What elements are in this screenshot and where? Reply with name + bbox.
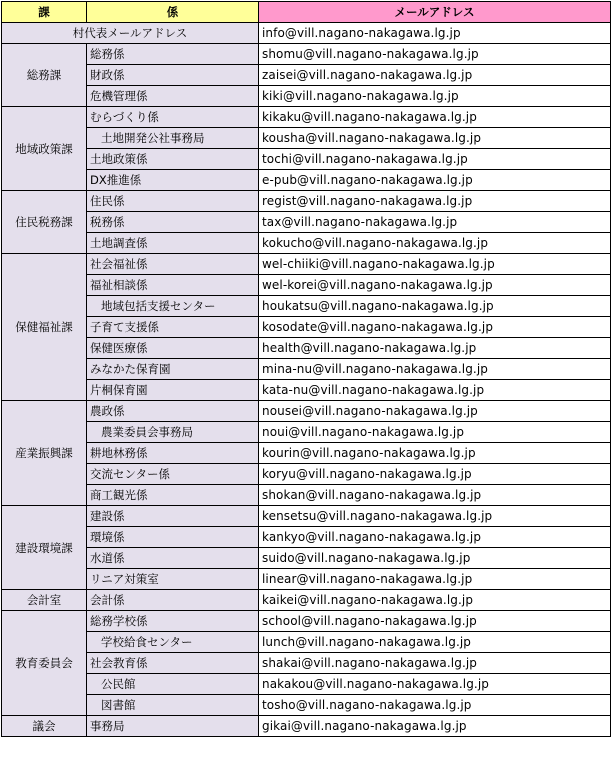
email-cell[interactable]: kikaku@vill.nagano-nakagawa.lg.jp bbox=[259, 107, 611, 128]
email-cell[interactable]: kata-nu@vill.nagano-nakagawa.lg.jp bbox=[259, 380, 611, 401]
village-row bbox=[2, 23, 611, 44]
section-cell: 事務局 bbox=[87, 716, 259, 737]
table-row bbox=[2, 107, 611, 128]
section-cell: 保健医療係 bbox=[87, 338, 259, 359]
email-cell[interactable]: tochi@vill.nagano-nakagawa.lg.jp bbox=[259, 149, 611, 170]
email-cell[interactable]: gikai@vill.nagano-nakagawa.lg.jp bbox=[259, 716, 611, 737]
table-row bbox=[2, 527, 611, 548]
table-row bbox=[2, 380, 611, 401]
header-ka: 課 bbox=[2, 2, 87, 23]
table-row bbox=[2, 674, 611, 695]
email-cell[interactable]: health@vill.nagano-nakagawa.lg.jp bbox=[259, 338, 611, 359]
department-cell: 議会 bbox=[2, 716, 87, 737]
section-cell: 水道係 bbox=[87, 548, 259, 569]
table-row bbox=[2, 611, 611, 632]
section-cell: 土地調査係 bbox=[87, 233, 259, 254]
email-cell[interactable]: houkatsu@vill.nagano-nakagawa.lg.jp bbox=[259, 296, 611, 317]
email-cell[interactable]: koryu@vill.nagano-nakagawa.lg.jp bbox=[259, 464, 611, 485]
email-cell[interactable]: nakakou@vill.nagano-nakagawa.lg.jp bbox=[259, 674, 611, 695]
section-cell: 建設係 bbox=[87, 506, 259, 527]
table-row bbox=[2, 401, 611, 422]
section-cell: 危機管理係 bbox=[87, 86, 259, 107]
header-row bbox=[2, 2, 611, 23]
section-cell: 土地政策係 bbox=[87, 149, 259, 170]
table-row bbox=[2, 86, 611, 107]
email-cell[interactable]: lunch@vill.nagano-nakagawa.lg.jp bbox=[259, 632, 611, 653]
email-cell[interactable]: kousha@vill.nagano-nakagawa.lg.jp bbox=[259, 128, 611, 149]
email-cell[interactable]: nousei@vill.nagano-nakagawa.lg.jp bbox=[259, 401, 611, 422]
table-row bbox=[2, 422, 611, 443]
table-row bbox=[2, 464, 611, 485]
department-cell: 地域政策課 bbox=[2, 107, 87, 191]
section-cell: 学校給食センター bbox=[87, 632, 259, 653]
section-cell: 福祉相談係 bbox=[87, 275, 259, 296]
table-row bbox=[2, 296, 611, 317]
table-row bbox=[2, 128, 611, 149]
section-cell: 農業委員会事務局 bbox=[87, 422, 259, 443]
table-row bbox=[2, 569, 611, 590]
table-row bbox=[2, 44, 611, 65]
email-cell[interactable]: e-pub@vill.nagano-nakagawa.lg.jp bbox=[259, 170, 611, 191]
section-cell: 交流センター係 bbox=[87, 464, 259, 485]
section-cell: 農政係 bbox=[87, 401, 259, 422]
table-row bbox=[2, 548, 611, 569]
email-cell[interactable]: kokucho@vill.nagano-nakagawa.lg.jp bbox=[259, 233, 611, 254]
email-cell[interactable]: shomu@vill.nagano-nakagawa.lg.jp bbox=[259, 44, 611, 65]
email-cell[interactable]: mina-nu@vill.nagano-nakagawa.lg.jp bbox=[259, 359, 611, 380]
village-mail[interactable]: info@vill.nagano-nakagawa.lg.jp bbox=[259, 23, 611, 44]
section-cell: 環境係 bbox=[87, 527, 259, 548]
section-cell: 商工観光係 bbox=[87, 485, 259, 506]
email-cell[interactable]: suido@vill.nagano-nakagawa.lg.jp bbox=[259, 548, 611, 569]
header-mail: メールアドレス bbox=[259, 2, 611, 23]
email-cell[interactable]: tax@vill.nagano-nakagawa.lg.jp bbox=[259, 212, 611, 233]
email-cell[interactable]: zaisei@vill.nagano-nakagawa.lg.jp bbox=[259, 65, 611, 86]
department-cell: 教育委員会 bbox=[2, 611, 87, 716]
email-cell[interactable]: school@vill.nagano-nakagawa.lg.jp bbox=[259, 611, 611, 632]
email-cell[interactable]: kankyo@vill.nagano-nakagawa.lg.jp bbox=[259, 527, 611, 548]
table-row bbox=[2, 359, 611, 380]
section-cell: 総務係 bbox=[87, 44, 259, 65]
section-cell: 公民館 bbox=[87, 674, 259, 695]
section-cell: むらづくり係 bbox=[87, 107, 259, 128]
table-row bbox=[2, 275, 611, 296]
table-row bbox=[2, 590, 611, 611]
email-cell[interactable]: shokan@vill.nagano-nakagawa.lg.jp bbox=[259, 485, 611, 506]
email-cell[interactable]: wel-korei@vill.nagano-nakagawa.lg.jp bbox=[259, 275, 611, 296]
department-cell: 会計室 bbox=[2, 590, 87, 611]
section-cell: 財政係 bbox=[87, 65, 259, 86]
email-cell[interactable]: kourin@vill.nagano-nakagawa.lg.jp bbox=[259, 443, 611, 464]
table-row bbox=[2, 254, 611, 275]
section-cell: 住民係 bbox=[87, 191, 259, 212]
table-row bbox=[2, 338, 611, 359]
table-row bbox=[2, 191, 611, 212]
department-cell: 保健福祉課 bbox=[2, 254, 87, 401]
department-cell: 建設環境課 bbox=[2, 506, 87, 590]
section-cell: みなかた保育園 bbox=[87, 359, 259, 380]
section-cell: 会計係 bbox=[87, 590, 259, 611]
email-cell[interactable]: noui@vill.nagano-nakagawa.lg.jp bbox=[259, 422, 611, 443]
email-cell[interactable]: tosho@vill.nagano-nakagawa.lg.jp bbox=[259, 695, 611, 716]
table-row bbox=[2, 653, 611, 674]
table-row bbox=[2, 716, 611, 737]
table-row bbox=[2, 443, 611, 464]
section-cell: 子育て支援係 bbox=[87, 317, 259, 338]
section-cell: 社会福祉係 bbox=[87, 254, 259, 275]
table-row bbox=[2, 695, 611, 716]
header-kakari: 係 bbox=[87, 2, 259, 23]
mail-directory-table bbox=[1, 1, 611, 737]
email-cell[interactable]: kiki@vill.nagano-nakagawa.lg.jp bbox=[259, 86, 611, 107]
table-row bbox=[2, 149, 611, 170]
section-cell: 片桐保育園 bbox=[87, 380, 259, 401]
email-cell[interactable]: wel-chiiki@vill.nagano-nakagawa.lg.jp bbox=[259, 254, 611, 275]
email-cell[interactable]: regist@vill.nagano-nakagawa.lg.jp bbox=[259, 191, 611, 212]
section-cell: 税務係 bbox=[87, 212, 259, 233]
table-row bbox=[2, 506, 611, 527]
section-cell: 地域包括支援センター bbox=[87, 296, 259, 317]
email-cell[interactable]: kensetsu@vill.nagano-nakagawa.lg.jp bbox=[259, 506, 611, 527]
village-label: 村代表メールアドレス bbox=[2, 23, 259, 44]
table-row bbox=[2, 233, 611, 254]
department-cell: 総務課 bbox=[2, 44, 87, 107]
email-cell[interactable]: kosodate@vill.nagano-nakagawa.lg.jp bbox=[259, 317, 611, 338]
email-cell[interactable]: linear@vill.nagano-nakagawa.lg.jp bbox=[259, 569, 611, 590]
email-cell[interactable]: shakai@vill.nagano-nakagawa.lg.jp bbox=[259, 653, 611, 674]
section-cell: 土地開発公社事務局 bbox=[87, 128, 259, 149]
table-row bbox=[2, 212, 611, 233]
department-cell: 住民税務課 bbox=[2, 191, 87, 254]
section-cell: DX推進係 bbox=[87, 170, 259, 191]
table-row bbox=[2, 317, 611, 338]
directory-body bbox=[2, 23, 611, 737]
section-cell: 耕地林務係 bbox=[87, 443, 259, 464]
table-row bbox=[2, 65, 611, 86]
section-cell: 図書館 bbox=[87, 695, 259, 716]
section-cell: 社会教育係 bbox=[87, 653, 259, 674]
table-row bbox=[2, 485, 611, 506]
table-row bbox=[2, 170, 611, 191]
section-cell: 総務学校係 bbox=[87, 611, 259, 632]
table-row bbox=[2, 632, 611, 653]
email-cell[interactable]: kaikei@vill.nagano-nakagawa.lg.jp bbox=[259, 590, 611, 611]
department-cell: 産業振興課 bbox=[2, 401, 87, 506]
section-cell: リニア対策室 bbox=[87, 569, 259, 590]
